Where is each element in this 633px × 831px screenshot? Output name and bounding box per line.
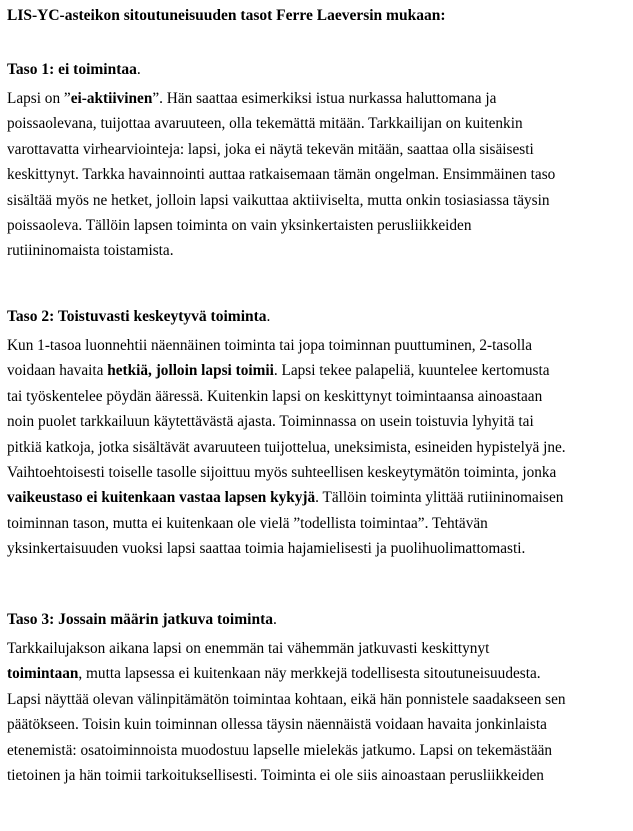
text-run: toiminnan tason, mutta ei kuitenkaan ole vielä ”todellista toimintaa”. Tehtävän (7, 514, 488, 532)
paragraph-line (7, 384, 629, 409)
bold-text-run: hetkiä, jolloin lapsi toimii (107, 362, 274, 380)
text-run: rutiininomaista toistamista. (7, 242, 174, 260)
paragraph-line (7, 460, 629, 485)
text-run: Lapsi näyttää olevan välinpitämätön toimintaa kohtaan, eikä hän ponnistele saadakseen sen (7, 690, 566, 708)
paragraph-line (7, 213, 629, 238)
paragraph-line (7, 661, 629, 686)
section-heading-text: Taso 1: ei toimintaa (7, 61, 137, 78)
paragraph-line (7, 162, 629, 187)
section-paragraph (7, 86, 629, 264)
text-run: tietoinen ja hän toimii tarkoituksellisesti. Toiminta ei ole siis ainoastaan perusliikkeiden (7, 766, 544, 784)
section-heading (7, 60, 629, 80)
paragraph-line (7, 111, 629, 136)
section-level-1 (7, 60, 629, 264)
paragraph-line (7, 86, 629, 111)
text-run: poissaolevana, tuijottaa avaruuteen, olla tekemättä mitään. Tarkkailijan on kuitenkin (7, 115, 523, 133)
section-level-3 (7, 610, 629, 788)
paragraph-line (7, 636, 629, 661)
section-heading-text: Taso 3: Jossain määrin jatkuva toiminta (7, 611, 273, 628)
section-paragraph (7, 333, 629, 562)
text-run: päätökseen. Toisin kuin toiminnan ollessa täysin näennäistä voidaan havaita jonkinlaista (7, 716, 547, 734)
text-run: etenemistä: osatoiminnoista muodostuu lapselle mielekäs jatkumo. Lapsi on tekemästään (7, 741, 553, 759)
section-heading-punctuation: . (266, 308, 271, 325)
section-heading-text: Taso 2: Toistuvasti keskeytyvä toiminta (7, 308, 267, 325)
text-run: . Lapsi tekee palapeliä, kuuntelee kertomusta (273, 362, 550, 380)
text-run: voidaan havaita (7, 362, 108, 380)
document-title: LIS-YC-asteikon sitoutuneisuuden tasot Ferre Laeversin mukaan: (7, 7, 446, 24)
text-run: varottavatta virhearviointeja: lapsi, joka ei näytä tekevän mitään, saattaa olla sisäisesti (7, 140, 534, 158)
section-heading (7, 307, 629, 327)
text-run: Kun 1-tasoa luonnehtii näennäinen toiminta tai jopa toiminnan puuttuminen, 2-tasolla (7, 337, 533, 354)
text-run: Lapsi on ” (7, 90, 71, 107)
text-run: pitkiä katkoja, jotka sisältävät avaruuteen tuijottelua, uneksimista, esineiden hypistelyä jne. (7, 438, 566, 456)
paragraph-line (7, 188, 629, 213)
paragraph-line (7, 358, 629, 383)
text-run: tai työskentelee pöydän ääressä. Kuitenkin lapsi on keskittynyt toimintaansa ainoastaan (7, 387, 543, 405)
text-run: keskittynyt. Tarkka havainnointi auttaa ratkaisemaan tämän ongelman. Ensimmäinen taso (7, 166, 556, 184)
text-run: poissaoleva. Tällöin lapsen toiminta on vain yksinkertaisten perusliikkeiden (7, 216, 472, 234)
section-heading-punctuation: . (272, 611, 277, 628)
paragraph-line (7, 712, 629, 737)
paragraph-line (7, 511, 629, 536)
text-run: ”. Hän saattaa esimerkiksi istua nurkassa haluttomana ja (152, 90, 497, 107)
paragraph-line (7, 687, 629, 712)
text-run: Vaihtoehtoisesti toiselle tasolle sijoittuu myös suhteellisen keskeytymätön toiminta, jonka (7, 463, 557, 481)
paragraph-line (7, 738, 629, 763)
text-run: . Tällöin toiminta ylittää rutiininomaisen (315, 489, 564, 507)
text-run: sisältää myös ne hetket, jolloin lapsi vaikuttaa aktiiviselta, mutta onkin tosiasiassa täysin (7, 191, 550, 209)
paragraph-line (7, 435, 629, 460)
text-run: , mutta lapsessa ei kuitenkaan näy merkkejä todellisesta sitoutuneisuudesta. (78, 665, 541, 683)
text-run: yksinkertaisuuden vuoksi lapsi saattaa toimia hajamielisesti ja puolihuolimattomasti. (7, 540, 526, 558)
paragraph-line (7, 238, 629, 263)
section-heading (7, 610, 629, 630)
bold-text-run: toimintaan (7, 665, 79, 683)
paragraph-line (7, 763, 629, 788)
bold-text-run: vaikeustaso ei kuitenkaan vastaa lapsen kykyjä (7, 489, 316, 507)
text-run: noin puolet tarkkailuun käytettävästä ajasta. Toiminnassa on usein toistuvia lyhyitä tai (7, 413, 534, 431)
text-run: Tarkkailujakson aikana lapsi on enemmän tai vähemmän jatkuvasti keskittynyt (7, 640, 490, 657)
paragraph-line (7, 536, 629, 561)
paragraph-line (7, 137, 629, 162)
section-paragraph (7, 636, 629, 788)
bold-text-run: ei-aktiivinen (70, 90, 153, 107)
section-heading-punctuation: . (136, 61, 141, 78)
section-level-2 (7, 307, 629, 562)
paragraph-line (7, 409, 629, 434)
paragraph-line (7, 333, 629, 358)
paragraph-line (7, 485, 629, 510)
